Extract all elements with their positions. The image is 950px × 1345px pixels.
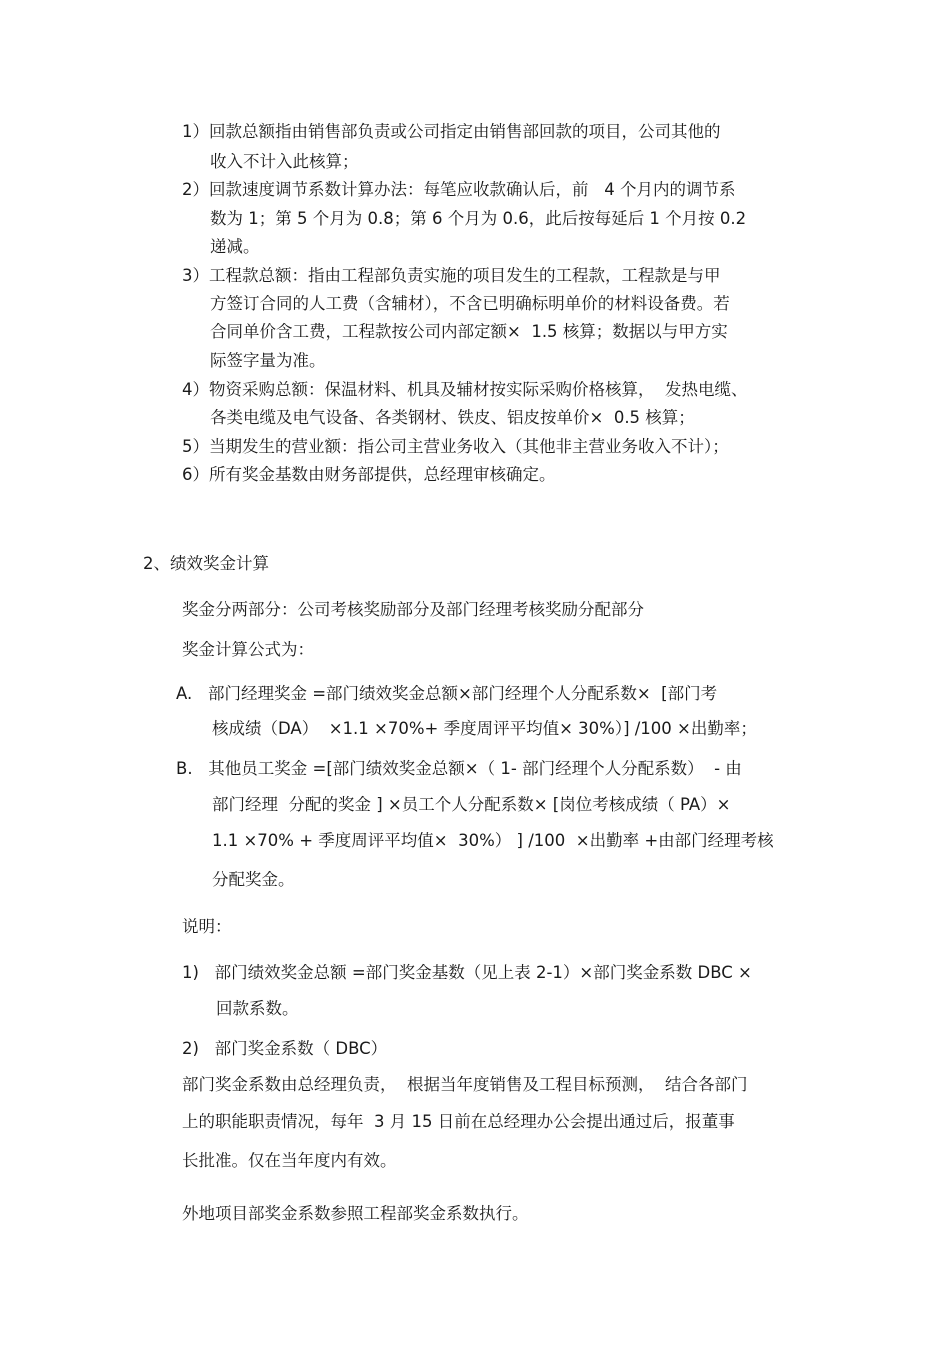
intro-text: 奖金计算公式为：: [182, 640, 314, 659]
list-item-2: 2）回款速度调节系数计算办法：每笔应收款确认后，前 4 个月内的调节系: [182, 180, 736, 199]
list-item-4: 4）物资采购总额：保温材料、机具及辅材按实际采购价格核算， 发热电缆、: [182, 380, 748, 399]
note-title: 说明：: [182, 917, 232, 936]
formula-a-cont: 核成绩（DA） ×1.1 ×70%+ 季度周评平均值× 30%）] /100 ×出勤率；: [212, 719, 757, 738]
formula-b-cont: 1.1 ×70% + 季度周评平均值× 30%） ] /100 ×出勤率 +由部门经理考核: [212, 831, 774, 850]
list-item-6: 6）所有奖金基数由财务部提供，总经理审核确定。: [182, 465, 556, 484]
closing-text: 外地项目部奖金系数参照工程部奖金系数执行。: [182, 1204, 529, 1223]
list-item-3: 3）工程款总额：指由工程部负责实施的项目发生的工程款，工程款是与甲: [182, 266, 721, 285]
paragraph-line: 长批准。仅在当年度内有效。: [182, 1151, 397, 1170]
formula-a: A. 部门经理奖金 =部门绩效奖金总额×部门经理个人分配系数× [部门考: [176, 684, 718, 703]
note-1-cont: 回款系数。: [216, 999, 299, 1018]
list-item-1: 1）回款总额指由销售部负责或公司指定由销售部回款的项目，公司其他的: [182, 122, 721, 141]
paragraph-line: 部门奖金系数由总经理负责， 根据当年度销售及工程目标预测， 结合各部门: [182, 1075, 748, 1094]
list-item-3-cont: 方签订合同的人工费（含辅材），不含已明确标明单价的材料设备费。若: [210, 294, 730, 313]
list-item-2-cont: 递减。: [210, 237, 260, 256]
paragraph-line: 上的职能职责情况，每年 3 月 15 日前在总经理办公会提出通过后，报董事: [182, 1112, 735, 1131]
note-2: 2) 部门奖金系数（ DBC）: [182, 1039, 388, 1058]
list-item-5: 5）当期发生的营业额：指公司主营业务收入（其他非主营业务收入不计）；: [182, 437, 729, 456]
list-item-1-cont: 收入不计入此核算；: [210, 152, 359, 171]
list-item-3-cont: 际签字量为准。: [210, 351, 326, 370]
list-item-3-cont: 合同单价含工费，工程款按公司内部定额× 1.5 核算；数据以与甲方实: [210, 322, 728, 341]
section-heading: 2、绩效奖金计算: [143, 554, 269, 573]
list-item-2-cont: 数为 1；第 5 个月为 0.8；第 6 个月为 0.6，此后按每延后 1 个月按 0.2: [210, 209, 747, 228]
list-item-4-cont: 各类电缆及电气设备、各类钢材、铁皮、铝皮按单价× 0.5 核算；: [210, 408, 695, 427]
formula-b-cont: 部门经理 分配的奖金 ] ×员工个人分配系数× [岗位考核成绩（ PA）×: [212, 795, 731, 814]
formula-b: B. 其他员工奖金 =[部门绩效奖金总额×（ 1- 部门经理个人分配系数） - 由: [176, 759, 742, 778]
intro-text: 奖金分两部分：公司考核奖励部分及部门经理考核奖励分配部分: [182, 600, 644, 619]
formula-b-cont: 分配奖金。: [212, 870, 295, 889]
note-1: 1) 部门绩效奖金总额 =部门奖金基数（见上表 2-1）×部门奖金系数 DBC ×: [182, 963, 752, 982]
